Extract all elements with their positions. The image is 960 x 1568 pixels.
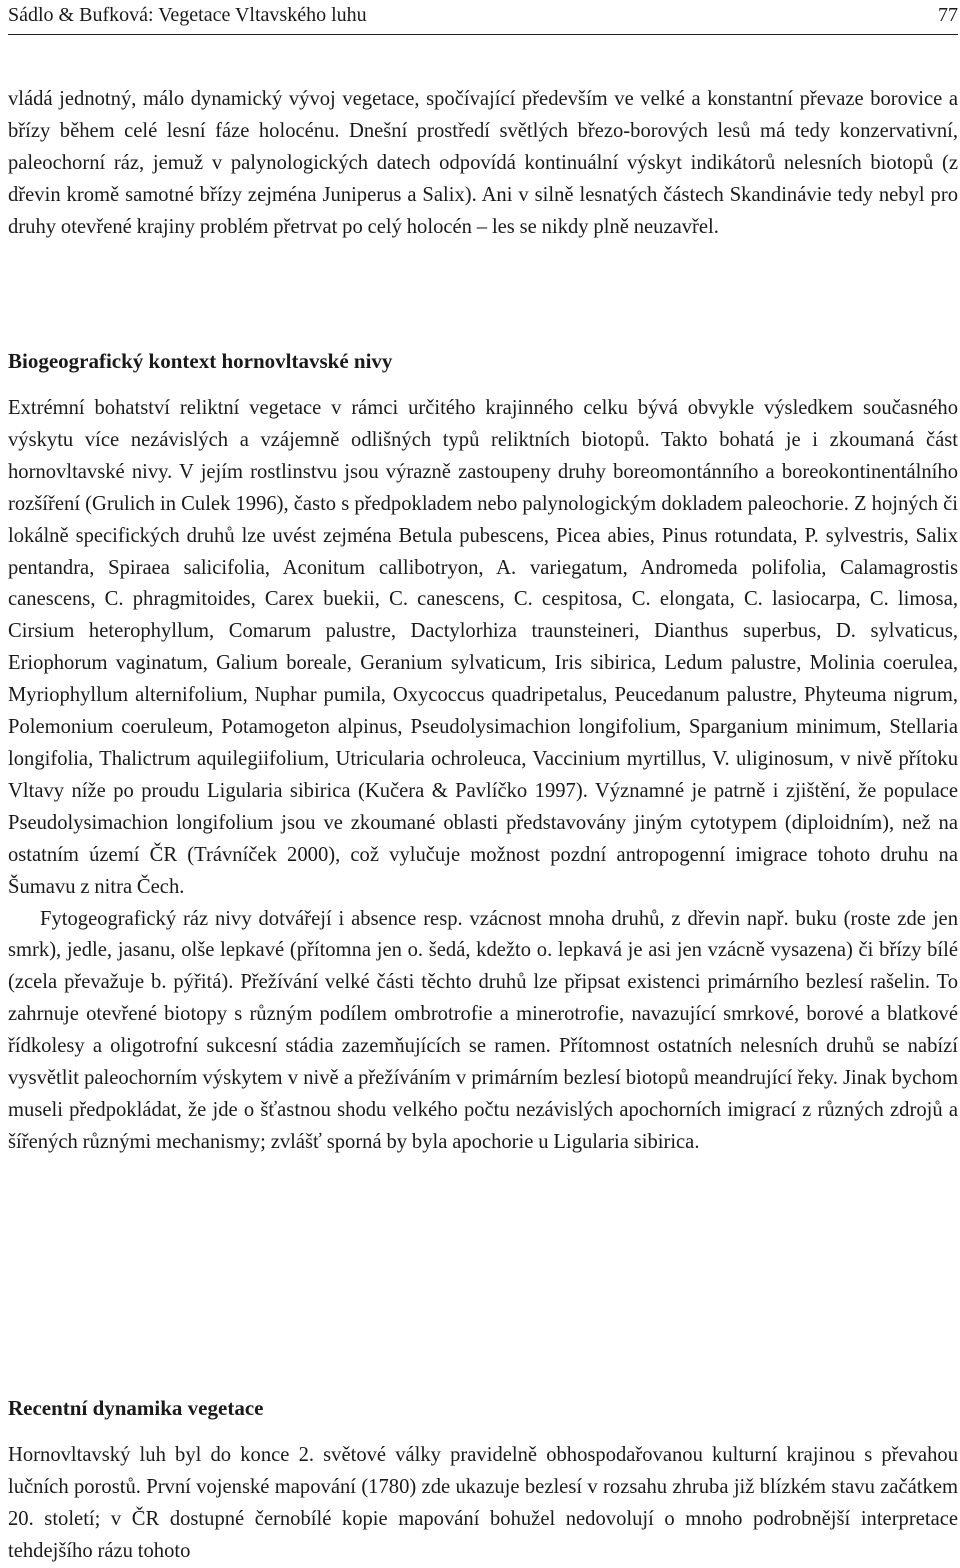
intro-paragraph: vládá jednotný, málo dynamický vývoj vegetace, spočívající především ve velké a konstantní převaze borovice a břízy během celé lesní fáze holocénu. Dnešní prostředí světlých březo-borových lesů má tedy konzervativní, paleochorní ráz, jemuž v palynologických datech odpovídá kontinuální výskyt indikátorů nelesních biotopů (z dřevin kromě samotné břízy zejména Juniperus a Salix). Ani v silně lesnatých částech Skandinávie tedy nebyl pro druhy otevřené krajiny problém přetrvat po celý holocén – les se nikdy plně neuzavřel.: [8, 88, 958, 238]
section1-text: [8, 393, 958, 1159]
page-number: 77: [938, 4, 958, 26]
intro-text: [8, 84, 958, 244]
section-heading-dynamics: Recentní dynamika vegetace: [8, 1396, 264, 1420]
section2-paragraph-1: Hornovltavský luh byl do konce 2. světové války pravidelně obhospodařovanou kulturní krajinou s převahou lučních porostů. První vojenské mapování (1780) zde ukazuje bezlesí v rozsahu zhruba již blízkém stavu začátkem 20. století; v ČR dostupné černobílé kopie mapování bohužel nedovolují o mnoho podrobnější interpretace tehdejšího rázu tohoto: [8, 1444, 958, 1562]
running-header: [8, 1, 958, 31]
running-title: Sádlo & Bufková: Vegetace Vltavského luhu: [8, 4, 367, 26]
section-heading-biogeography: Biogeografický kontext hornovltavské nivy: [8, 349, 393, 373]
section1-paragraph-1: Extrémní bohatství reliktní vegetace v rámci určitého krajinného celku bývá obvykle výsledkem současného výskytu více nezávislých a vzájemně odlišných typů reliktních biotopů. Takto bohatá je i zkoumaná část hornovltavské nivy. V jejím rostlinstvu jsou výrazně zastoupeny druhy boreomontánního a boreokontinentálního rozšíření (Grulich in Culek 1996), často s předpokladem nebo palynologickým dokladem paleochorie. Z hojných či lokálně specifických druhů lze uvést zejména Betula pubescens, Picea abies, Pinus rotundata, P. sylvestris, Salix pentandra, Spiraea salicifolia, Aconitum callibotryon, A. variegatum, Andromeda polifolia, Calamagrostis canescens, C. phragmitoides, Carex buekii, C. canescens, C. cespitosa, C. elongata, C. lasiocarpa, C. limosa, Cirsium heterophyllum, Comarum palustre, Dactylorhiza traunsteineri, Dianthus superbus, D. sylvaticus, Eriophorum vaginatum, Galium boreale, Geranium sylvaticum, Iris sibirica, Ledum palustre, Molinia coerulea, Myriophyllum alternifolium, Nuphar pumila, Oxycoccus quadripetalus, Peucedanum palustre, Phyteuma nigrum, Polemonium coeruleum, Potamogeton alpinus, Pseudolysimachion longifolium, Sparganium minimum, Stellaria longifolia, Thalictrum aquilegiifolium, Utricularia ochroleuca, Vaccinium myrtillus, V. uliginosum, v nivě přítoku Vltavy níže po proudu Ligularia sibirica (Kučera & Pavlíčko 1997). Významné je patrně i zjištění, že populace Pseudolysimachion longifolium jsou ve zkoumané oblasti představovány jiným cytotypem (diploidním), než na ostatním území ČR (Trávníček 2000), což vylučuje možnost pozdní antropogenní imigrace tohoto druhu na Šumavu z nitra Čech.: [8, 397, 958, 898]
section1-paragraph-2: Fytogeografický ráz nivy dotvářejí i absence resp. vzácnost mnoha druhů, z dřevin např. buku (roste zde jen smrk), jedle, jasanu, olše lepkavé (přítomna jen o. šedá, kdežto o. lepkavá je asi jen vzácně vysazena) či břízy bílé (zcela převažuje b. pýřitá). Přežívání velké části těchto druhů lze připsat existenci primárního bezlesí rašelin. To zahrnuje otevřené biotopy s různým podílem ombrotrofie a minerotrofie, navazující smrkové, borové a blatkové řídkolesy a oligotrofní sukcesní stádia zazemňujících se ramen. Přítomnost ostatních nelesních druhů se nabízí vysvětlit paleochorním výskytem v nivě a přežíváním v primárním bezlesí biotopů meandrující řeky. Jinak bychom museli předpokládat, že jde o šťastnou shodu velkého počtu nezávislých apochorních imigrací z různých zdrojů a šířených různými mechanismy; zvlášť sporná by byla apochorie u Ligularia sibirica.: [8, 907, 958, 1153]
section2-text: [8, 1440, 958, 1568]
header-rule: [8, 34, 958, 35]
